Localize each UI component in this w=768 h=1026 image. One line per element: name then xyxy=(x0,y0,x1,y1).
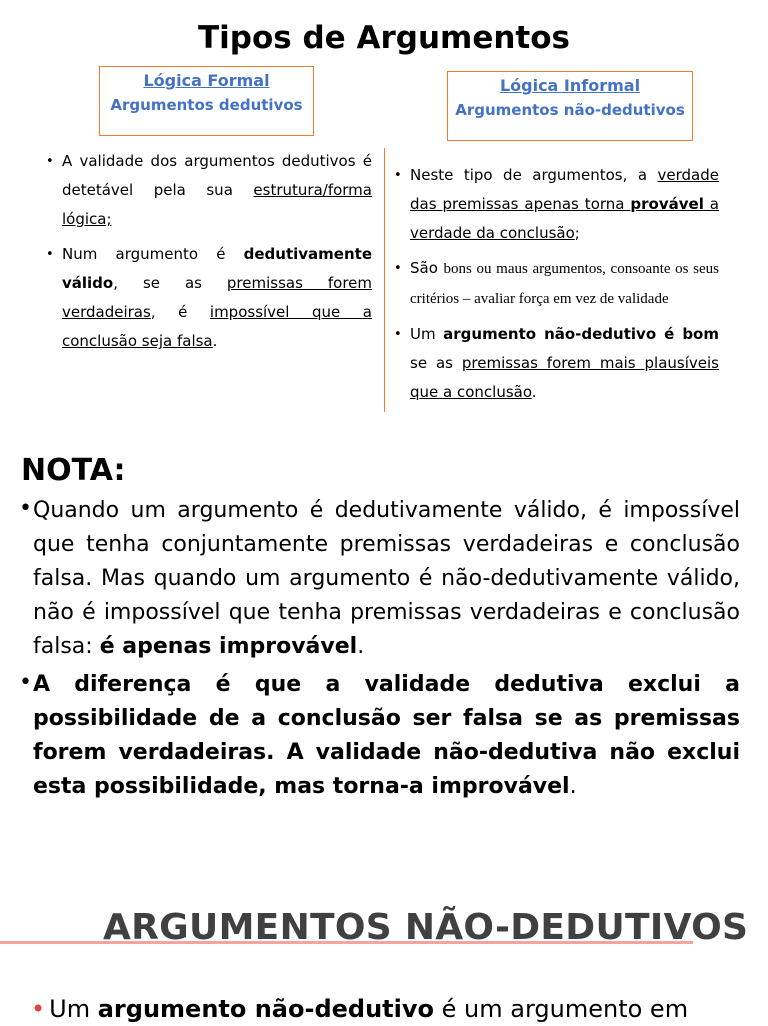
section-title: ARGUMENTOS NÃO-DEDUTIVOS xyxy=(103,907,749,948)
section-bullet-line: • Um argumento não-dedutivo é um argumento em xyxy=(31,995,689,1023)
list-item: • A diferença é que a validade dedutiva exclui a possibilidade de a conclusão ser falsa se as premissas forem verdadeiras. A validade não-dedutiva não exclui esta possibilidade, mas torna-a improvável. xyxy=(19,668,740,804)
list-item: • A validade dos argumentos dedutivos é detetável pela sua estrutura/forma lógica; xyxy=(46,147,372,234)
column-divider xyxy=(384,148,385,412)
non-deductive-bullet-list xyxy=(394,161,719,413)
formal-logic-subtitle: Argumentos dedutivos xyxy=(110,96,303,114)
bullet-icon: • xyxy=(31,995,46,1023)
deductive-bullet-list xyxy=(46,147,372,362)
list-item: • São bons ou maus argumentos, consoante os seus critérios – avaliar força em vez de validade xyxy=(394,254,719,314)
informal-logic-subtitle: Argumentos não-dedutivos xyxy=(455,101,685,119)
nota-bullet-list xyxy=(19,494,740,864)
list-item: • Num argumento é dedutivamente válido, se as premissas forem verdadeiras, é impossível que a conclusão seja falsa. xyxy=(46,240,372,356)
list-item: • Um argumento não-dedutivo é bom se as premissas forem mais plausíveis que a conclusão. xyxy=(394,320,719,407)
formal-logic-heading[interactable]: Lógica Formal xyxy=(143,71,270,90)
list-item: • Neste tipo de argumentos, a verdade das premissas apenas torna provável a verdade da conclusão; xyxy=(394,161,719,248)
informal-logic-box xyxy=(447,71,693,141)
page-title: Tipos de Argumentos xyxy=(197,20,570,56)
informal-logic-heading[interactable]: Lógica Informal xyxy=(499,76,641,95)
nota-heading: NOTA: xyxy=(21,453,126,488)
list-item: • Quando um argumento é dedutivamente válido, é impossível que tenha conjuntamente premissas verdadeiras e conclusão falsa. Mas quando um argumento é não-dedutivamente válido, não é impossível que tenha premissas verdadeiras e conclusão falsa: é apenas improvável. xyxy=(19,494,740,664)
formal-logic-box xyxy=(99,66,314,136)
